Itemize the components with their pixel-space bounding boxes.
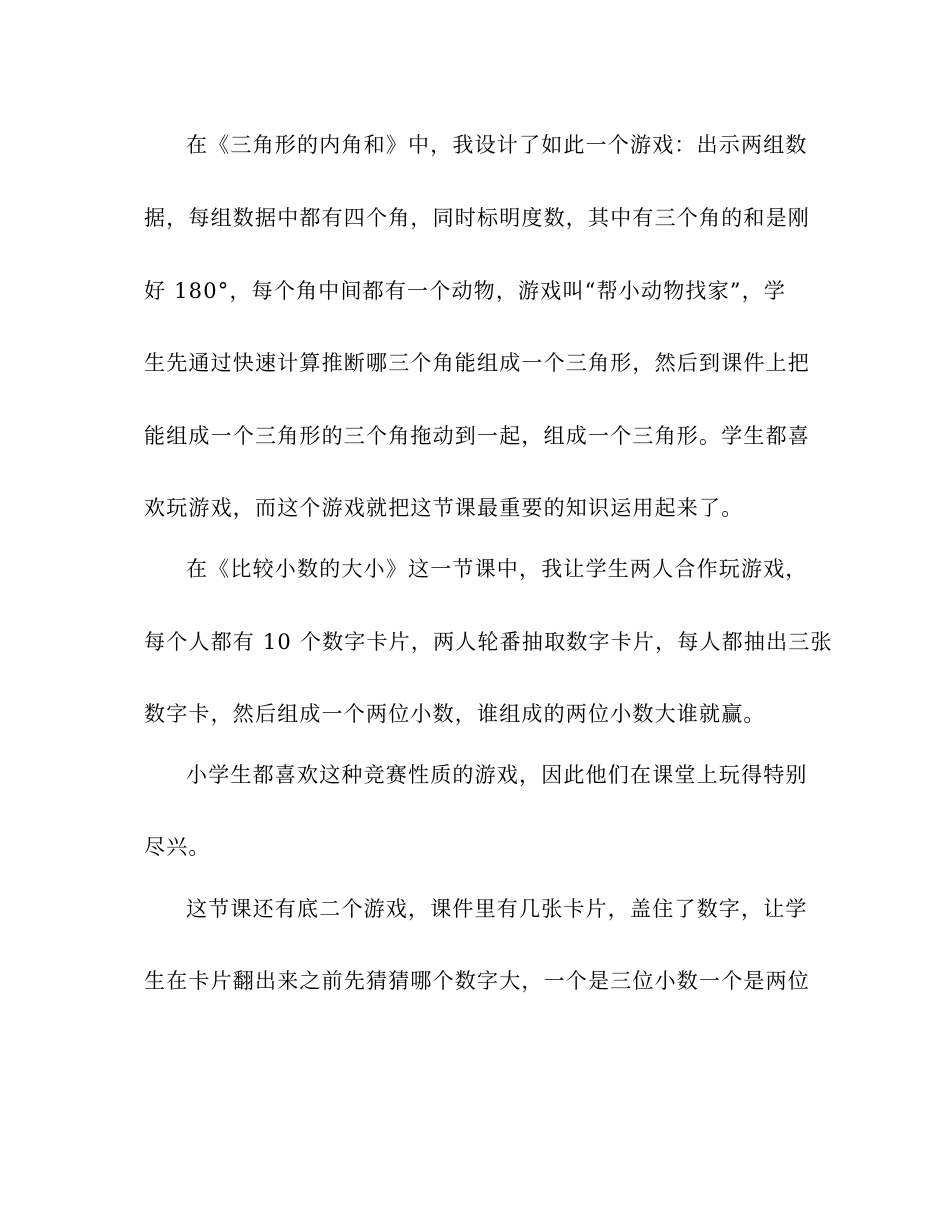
paragraph-2-line-1: 在《比较小数的大小》这一节课中，我让学生两人合作玩游戏， xyxy=(186,557,808,581)
paragraph-2-line-2: 每个人都有 10 个数字卡片，两人轮番抽取数字卡片，每人都抽出三张 xyxy=(144,630,833,654)
paragraph-3-line-2: 尽兴。 xyxy=(144,835,211,859)
paragraph-4-line-2: 生在卡片翻出来之前先猜猜哪个数字大，一个是三位小数一个是两位 xyxy=(144,969,810,993)
paragraph-3-line-1: 小学生都喜欢这种竞赛性质的游戏，因此他们在课堂上玩得特别 xyxy=(186,763,808,787)
paragraph-1-line-1: 在《三角形的内角和》中，我设计了如此一个游戏：出示两组数 xyxy=(186,133,808,157)
paragraph-1-line-5: 能组成一个三角形的三个角拖动到一起，组成一个三角形。学生都喜 xyxy=(144,424,810,448)
paragraph-1-line-6: 欢玩游戏，而这个游戏就把这节课最重要的知识运用起来了。 xyxy=(144,496,744,520)
paragraph-4-line-1: 这节课还有底二个游戏，课件里有几张卡片，盖住了数字，让学 xyxy=(186,897,808,921)
paragraph-1-line-4: 生先通过快速计算推断哪三个角能组成一个三角形，然后到课件上把 xyxy=(144,351,810,375)
paragraph-2-line-3: 数字卡，然后组成一个两位小数，谁组成的两位小数大谁就赢。 xyxy=(144,702,766,726)
paragraph-1-line-3: 好 180°，每个角中间都有一个动物，游戏叫“帮小动物找家”，学 xyxy=(144,279,787,303)
paragraph-1-line-2: 据，每组数据中都有四个角，同时标明度数，其中有三个角的和是刚 xyxy=(144,206,810,230)
